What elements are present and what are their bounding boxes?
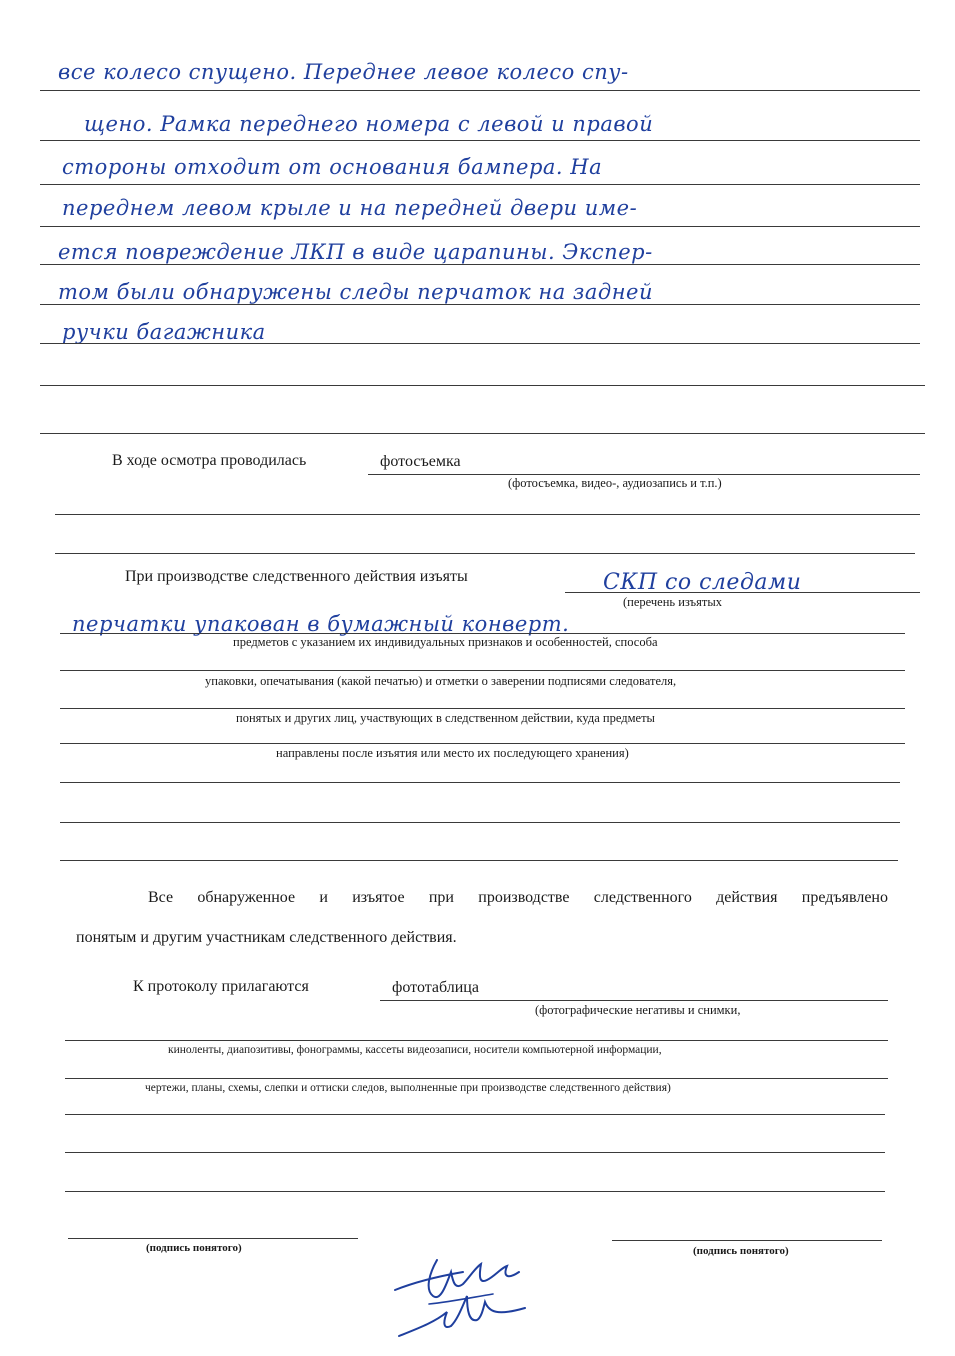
attached-value: фототаблица [392, 979, 479, 996]
rule-line [60, 743, 905, 744]
rule-line [55, 514, 920, 515]
seized-hint-2: предметов с указанием их индивидуальных признаков и особенностей, способа [233, 635, 658, 649]
handwritten-line-3: стороны отходит от основания бампера. На [62, 155, 603, 179]
rule-line [65, 1152, 885, 1153]
rule-line [40, 433, 925, 434]
recording-value: фотосъемка [380, 453, 461, 470]
seized-hint-5: направлены после изъятия или место их последующего хранения) [276, 746, 629, 760]
rule-line [40, 184, 920, 185]
rule-line [60, 782, 900, 783]
left-signature-line [68, 1238, 358, 1239]
rule-line [65, 1078, 888, 1079]
attached-label: К протоколу прилагаются [133, 978, 309, 995]
seized-hint-4: понятых и других лиц, участвующих в следственном действии, куда предметы [236, 711, 655, 725]
handwritten-line-1: все колесо спущено. Переднее левое колесо спу- [58, 60, 629, 84]
right-signature-caption: (подпись понятого) [693, 1245, 789, 1257]
rule-line [65, 1191, 885, 1192]
attached-hint-2: киноленты, диапозитивы, фонограммы, кассеты видеозаписи, носители компьютерной информации, [168, 1044, 662, 1056]
recording-label: В ходе осмотра проводилась [112, 452, 307, 469]
rule-line [40, 140, 920, 141]
right-signature-line [612, 1240, 882, 1241]
attached-hint-1: (фотографические негативы и снимки, [535, 1003, 741, 1017]
rule-line [65, 1040, 888, 1041]
recording-hint: (фотосъемка, видео-, аудиозапись и т.п.) [508, 476, 722, 490]
rule-line [40, 385, 925, 386]
rule-line [40, 264, 920, 265]
handwritten-line-5: ется повреждение ЛКП в виде царапины. Экспер- [58, 240, 653, 264]
rule-line [60, 708, 905, 709]
handwritten-line-2: щено. Рамка переднего номера с левой и правой [84, 112, 654, 136]
rule-line [368, 474, 920, 475]
rule-line [60, 670, 905, 671]
seized-hint-3: упаковки, опечатывания (какой печатью) и отметки о заверении подписями следователя, [205, 674, 677, 688]
rule-line [60, 860, 898, 861]
seized-label: При производстве следственного действия изъяты [125, 568, 468, 585]
rule-line [565, 592, 920, 593]
handwritten-line-7: ручки багажника [62, 320, 266, 344]
left-signature-caption: (подпись понятого) [146, 1242, 242, 1254]
rule-line [60, 822, 900, 823]
seized-value-line1: СКП со следами [603, 570, 802, 595]
rule-line [55, 553, 915, 554]
handwritten-line-6: том были обнаружены следы перчаток на задней [58, 280, 653, 304]
presented-line-1: Все обнаруженное и изъятое при производстве следственного действия предъявлено [148, 889, 888, 906]
rule-line [380, 1000, 888, 1001]
rule-line [40, 304, 920, 305]
seized-value-line2: перчатки упакован в бумажный конверт. [72, 612, 570, 636]
presented-line-2: понятым и другим участникам следственного действия. [76, 929, 457, 946]
rule-line [40, 90, 920, 91]
rule-line [40, 226, 920, 227]
attached-hint-3: чертежи, планы, схемы, слепки и оттиски следов, выполненные при производстве следственного действия) [145, 1082, 671, 1094]
seized-hint-1: (перечень изъятых [623, 595, 722, 609]
rule-line [40, 343, 920, 344]
rule-line [60, 633, 905, 634]
handwritten-signature [385, 1232, 545, 1342]
handwritten-line-4: переднем левом крыле и на передней двери име- [62, 196, 638, 220]
rule-line [65, 1114, 885, 1115]
